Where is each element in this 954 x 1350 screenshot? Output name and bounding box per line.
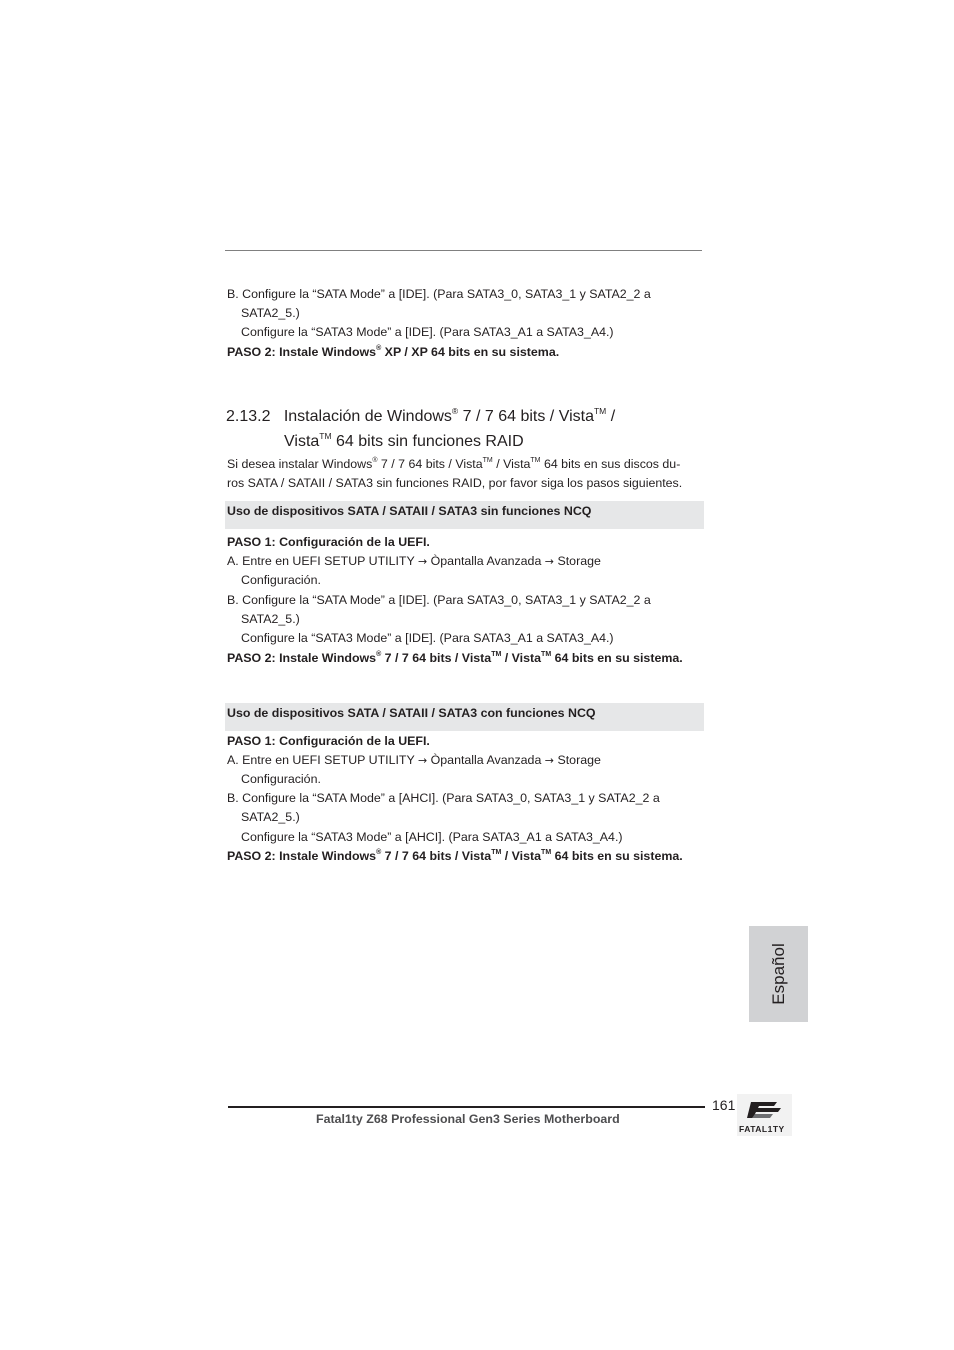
- arrow-icon: →: [417, 555, 428, 568]
- ncq-bar: Uso de dispositivos SATA / SATAII / SATA3 con funciones NCQ: [225, 703, 704, 731]
- no-ncq-step-b-line2: SATA2_5.): [241, 612, 300, 626]
- section-heading-line1: 2.13.2 Instalación de Windows® 7 / 7 64 bits / Vista™ /: [226, 405, 616, 425]
- ncq-step-a-line1: A. Entre en UEFI SETUP UTILITY → Òpantalla Avanzada → Storage: [227, 753, 601, 767]
- prev-step-b-line1: B. Configure la “SATA Mode” a [IDE]. (Para SATA3_0, SATA3_1 y SATA2_2 a: [227, 287, 651, 301]
- arrow-icon: →: [544, 555, 555, 568]
- ncq-paso2: PASO 2: Instale Windows® 7 / 7 64 bits / Vista™ / Vista™ 64 bits en su sistema.: [227, 848, 683, 863]
- arrow-icon: →: [544, 754, 555, 767]
- ncq-step-b-line2: SATA2_5.): [241, 810, 300, 824]
- no-ncq-bar: Uso de dispositivos SATA / SATAII / SATA3 sin funciones NCQ: [225, 501, 704, 529]
- prev-step-b-line2: SATA2_5.): [241, 306, 300, 320]
- no-ncq-step-a-line1: A. Entre en UEFI SETUP UTILITY → Òpantalla Avanzada → Storage: [227, 554, 601, 568]
- fatal1ty-logo-icon: [737, 1094, 792, 1136]
- page-number: 161: [712, 1097, 736, 1113]
- intro-line2: ros SATA / SATAII / SATA3 sin funciones RAID, por favor siga los pasos siguientes.: [227, 476, 683, 490]
- no-ncq-step-b-line1: B. Configure la “SATA Mode” a [IDE]. (Para SATA3_0, SATA3_1 y SATA2_2 a: [227, 593, 651, 607]
- ncq-step-a-line2: Configuración.: [241, 772, 321, 786]
- no-ncq-step-b-line3: Configure la “SATA3 Mode” a [IDE]. (Para SATA3_A1 a SATA3_A4.): [241, 631, 614, 645]
- no-ncq-step-a-line2: Configuración.: [241, 573, 321, 587]
- ncq-step-b-line1: B. Configure la “SATA Mode” a [AHCI]. (Para SATA3_0, SATA3_1 y SATA2_2 a: [227, 791, 660, 805]
- prev-step-b-line3: Configure la “SATA3 Mode” a [IDE]. (Para SATA3_A1 a SATA3_A4.): [241, 325, 614, 339]
- logo-text: FATAL1TY: [739, 1124, 785, 1134]
- no-ncq-paso1: PASO 1: Configuración de la UEFI.: [227, 535, 430, 549]
- ncq-step-b-line3: Configure la “SATA3 Mode” a [AHCI]. (Para SATA3_A1 a SATA3_A4.): [241, 830, 623, 844]
- arrow-icon: →: [417, 754, 428, 767]
- section-number: 2.13.2: [226, 408, 271, 425]
- prev-paso2: PASO 2: Instale Windows® XP / XP 64 bits en su sistema.: [227, 344, 560, 359]
- language-tab: Español: [749, 926, 808, 1022]
- intro-line1: Si desea instalar Windows® 7 / 7 64 bits / Vista™ / Vista™ 64 bits en sus discos du-: [227, 456, 681, 471]
- top-rule: [225, 250, 702, 251]
- ncq-paso1: PASO 1: Configuración de la UEFI.: [227, 734, 430, 748]
- footer-rule: [228, 1106, 705, 1108]
- no-ncq-paso2: PASO 2: Instale Windows® 7 / 7 64 bits / Vista™ / Vista™ 64 bits en su sistema.: [227, 650, 683, 665]
- section-heading-line2: Vista™ 64 bits sin funciones RAID: [284, 430, 524, 450]
- footer-title: Fatal1ty Z68 Professional Gen3 Series Motherboard: [316, 1112, 620, 1126]
